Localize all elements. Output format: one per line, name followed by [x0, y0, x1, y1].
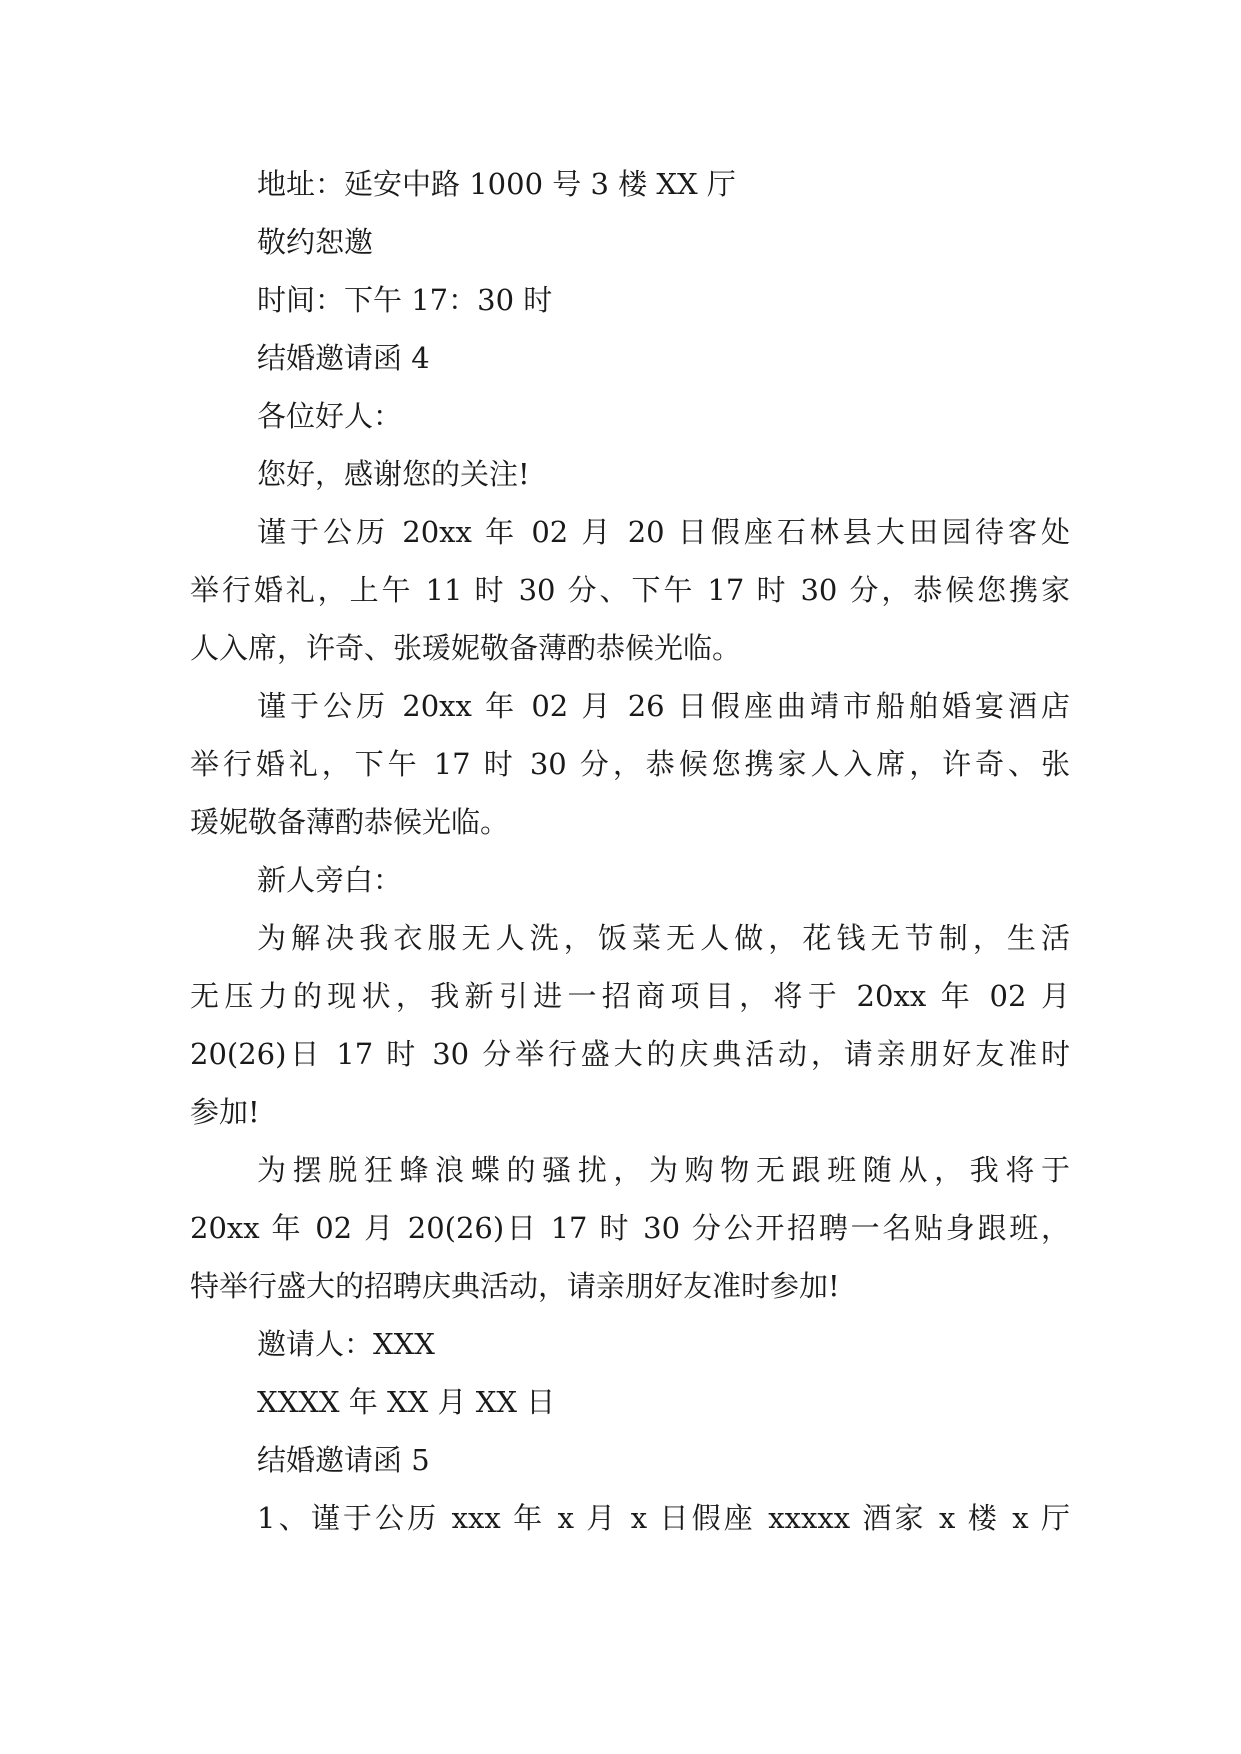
address-line: 地址：延安中路 1000 号 3 楼 XX 厅 [257, 167, 736, 201]
greeting: 您好，感谢您的关注! [257, 457, 530, 491]
section-heading-4: 结婚邀请函 4 [257, 341, 430, 375]
respectful-invite-line: 敬约恕邀 [257, 225, 374, 259]
paragraph-2-line-3: 瑗妮敬备薄酌恭候光临。 [190, 805, 510, 839]
paragraph-4-line-2: 20xx 年 02 月 20(26)日 17 时 30 分公开招聘一名贴身跟班， [190, 1211, 1070, 1245]
salutation: 各位好人： [257, 399, 403, 433]
paragraph-3-line-2: 无压力的现状，我新引进一招商项目，将于 20xx 年 02 月 [190, 979, 1070, 1013]
inviter-line: 邀请人：XXX [257, 1327, 435, 1361]
item-1-line: 1、谨于公历 xxx 年 x 月 x 日假座 xxxxx 酒家 x 楼 x 厅 [257, 1501, 1070, 1535]
paragraph-4-line-3: 特举行盛大的招聘庆典活动，请亲朋好友准时参加! [190, 1269, 840, 1303]
narration-heading: 新人旁白： [257, 863, 403, 897]
paragraph-4-line-1: 为摆脱狂蜂浪蝶的骚扰，为购物无跟班随从，我将于 [257, 1153, 1070, 1187]
paragraph-1-line-2: 举行婚礼，上午 11 时 30 分、下午 17 时 30 分，恭候您携家 [190, 573, 1070, 607]
paragraph-1-line-3: 人入席，许奇、张瑗妮敬备薄酌恭候光临。 [190, 631, 742, 665]
paragraph-1-line-1: 谨于公历 20xx 年 02 月 20 日假座石林县大田园待客处 [257, 515, 1070, 549]
paragraph-2-line-1: 谨于公历 20xx 年 02 月 26 日假座曲靖市船舶婚宴酒店 [257, 689, 1070, 723]
section-heading-5: 结婚邀请函 5 [257, 1443, 430, 1477]
time-line: 时间：下午 17：30 时 [257, 283, 553, 317]
date-line: XXXX 年 XX 月 XX 日 [257, 1385, 556, 1419]
paragraph-2-line-2: 举行婚礼，下午 17 时 30 分，恭候您携家人入席，许奇、张 [190, 747, 1070, 781]
paragraph-3-line-3: 20(26)日 17 时 30 分举行盛大的庆典活动，请亲朋好友准时 [190, 1037, 1070, 1071]
paragraph-3-line-1: 为解决我衣服无人洗，饭菜无人做，花钱无节制，生活 [257, 921, 1070, 955]
paragraph-3-line-4: 参加! [190, 1095, 260, 1129]
